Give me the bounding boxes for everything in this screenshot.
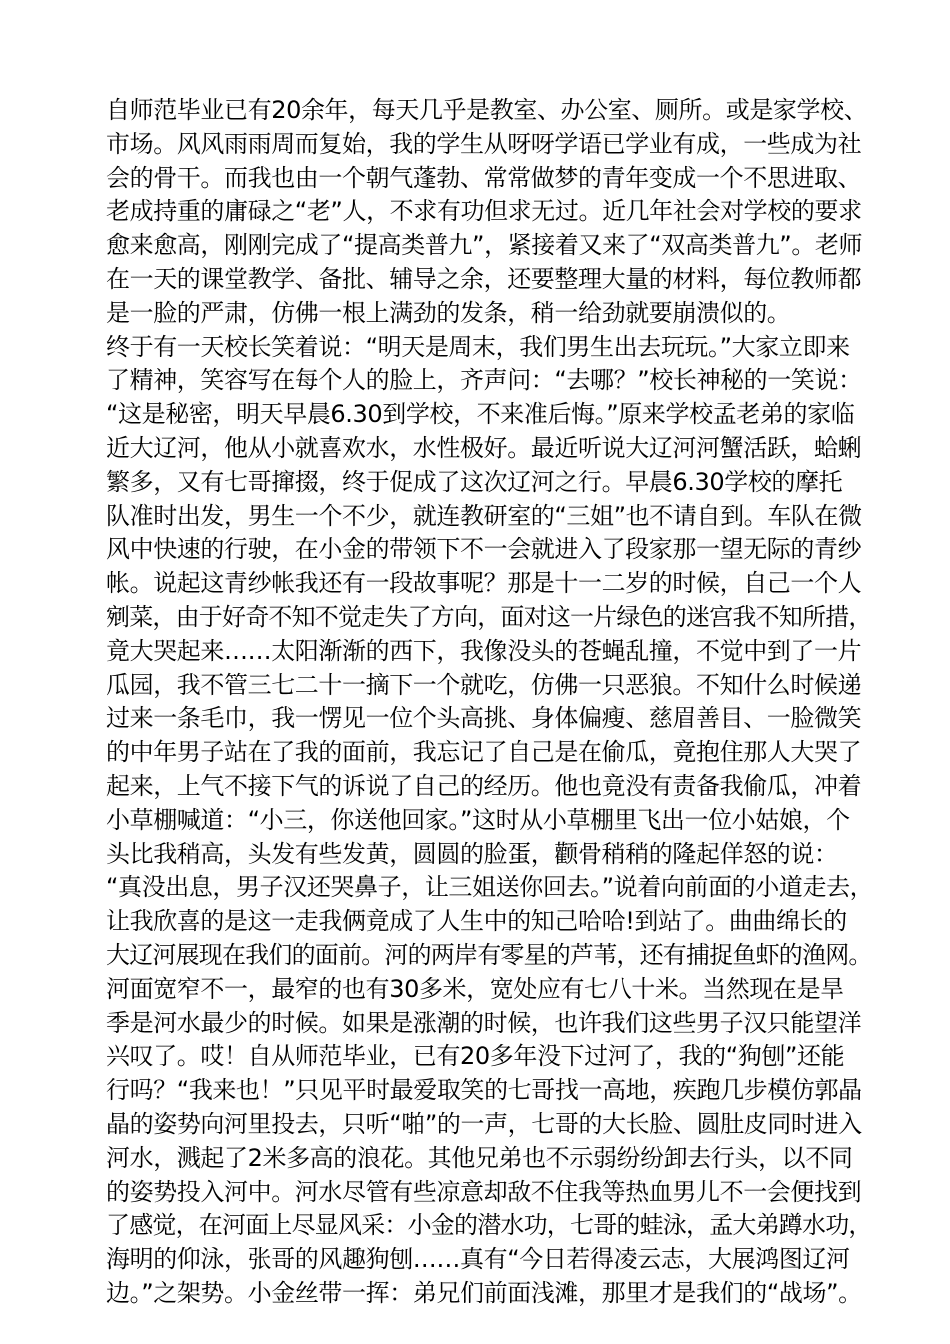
text-line: 河面宽窄不一，最窄的也有30多米，宽处应有七八十米。当然现在是旱 [106, 974, 844, 1003]
text-line: 剜菜，由于好奇不知不觉走失了方向，面对这一片绿色的迷宫我不知所措， [106, 602, 872, 631]
text-line: 了精神，笑容写在每个人的脸上，齐声问：“去哪？”校长神秘的一笑说： [106, 366, 862, 395]
text-line: 自师范毕业已有20余年，每天几乎是教室、办公室、厕所。或是家学校、 [106, 96, 868, 124]
text-line: 是一脸的严肃，仿佛一根上满劲的发条，稍一给劲就要崩溃似的。 [106, 298, 791, 327]
text-line: 市场。风风雨雨周而复始，我的学生从呀呀学语已学业有成，一些成为社 [106, 129, 862, 158]
text-line: 繁多，又有七哥撺掇，终于促成了这次辽河之行。早晨6.30学校的摩托 [106, 467, 843, 496]
text-line: 小草棚喊道：“小三，你送他回家。”这时从小草棚里飞出一位小姑娘，个 [106, 805, 850, 834]
text-line: “真没出息，男子汉还哭鼻子，让三姐送你回去。”说着向前面的小道走去， [106, 873, 874, 902]
text-line: 的姿势投入河中。河水尽管有些凉意却敌不住我等热血男儿不一会便找到 [106, 1177, 862, 1206]
text-line: 队准时出发，男生一个不少，就连教研室的“三姐”也不请自到。车队在微 [106, 501, 862, 530]
text-line: 老成持重的庸碌之“老”人，不求有功但求无过。近几年社会对学校的要求 [106, 197, 862, 226]
text-line: 起来，上气不接下气的诉说了自己的经历。他也竟没有责备我偷瓜，冲着 [106, 771, 862, 800]
text-line: 过来一条毛巾，我一愣见一位个头高挑、身体偏瘦、慈眉善目、一脸微笑 [106, 704, 862, 733]
text-line: 帐。说起这青纱帐我还有一段故事呢？那是十一二岁的时候，自己一个人 [106, 569, 862, 598]
text-line: 的中年男子站在了我的面前，我忘记了自己是在偷瓜，竟抱住那人大哭了 [106, 738, 862, 767]
text-line: 风中快速的行驶，在小金的带领下不一会就进入了段家那一望无际的青纱 [106, 535, 862, 564]
text-line: 会的骨干。而我也由一个朝气蓬勃、常常做梦的青年变成一个不思进取、 [106, 163, 862, 192]
text-line: 行吗？“我来也！”只见平时最爱取笑的七哥找一高地，疾跑几步模仿郭晶 [106, 1076, 862, 1105]
text-line: 了感觉，在河面上尽显风采：小金的潜水功，七哥的蛙泳，孟大弟蹲水功， [106, 1211, 872, 1240]
document-body [106, 94, 874, 1311]
text-line: 兴叹了。哎！自从师范毕业，已有20多年没下过河了，我的“狗刨”还能 [106, 1042, 845, 1071]
text-line: 近大辽河，他从小就喜欢水，水性极好。最近听说大辽河河蟹活跃，蛤蜊 [106, 433, 862, 462]
text-line: “这是秘密，明天早晨6.30到学校，不来准后悔。”原来学校孟老弟的家临 [106, 400, 855, 429]
text-line: 终于有一天校长笑着说：“明天是周末，我们男生出去玩玩。”大家立即来 [106, 332, 850, 361]
text-line: 晶的姿势向河里投去，只听“啪”的一声，七哥的大长脸、圆肚皮同时进入 [106, 1109, 862, 1138]
text-line: 瓜园，我不管三七二十一摘下一个就吃，仿佛一只恶狼。不知什么时候递 [106, 670, 862, 699]
text-line: 季是河水最少的时候。如果是涨潮的时候，也许我们这些男子汉只能望洋 [106, 1008, 862, 1037]
text-line: 愈来愈高，刚刚完成了“提高类普九”，紧接着又来了“双高类普九”。老师 [106, 231, 863, 260]
text-line: 海明的仰泳，张哥的风趣狗刨……真有“今日若得凌云志，大展鸿图辽河 [106, 1245, 850, 1274]
text-line: 河水，溅起了2米多高的浪花。其他兄弟也不示弱纷纷卸去行头，以不同 [106, 1143, 853, 1172]
text-line: 在一天的课堂教学、备批、辅导之余，还要整理大量的材料，每位教师都 [106, 264, 862, 293]
text-line: 让我欣喜的是这一走我俩竟成了人生中的知己哈哈!到站了。曲曲绵长的 [106, 907, 847, 936]
text-line: 边。”之架势。小金丝带一挥：弟兄们前面浅滩，那里才是我们的“战场”。 [106, 1278, 862, 1307]
text-line: 竟大哭起来……太阳渐渐的西下，我像没头的苍蝇乱撞，不觉中到了一片 [106, 636, 862, 665]
text-line: 大辽河展现在我们的面前。河的两岸有零星的芦苇，还有捕捉鱼虾的渔网。 [106, 940, 872, 969]
text-line: 头比我稍高，头发有些发黄，圆圆的脸蛋，颧骨稍稍的隆起佯怒的说： [106, 839, 838, 868]
